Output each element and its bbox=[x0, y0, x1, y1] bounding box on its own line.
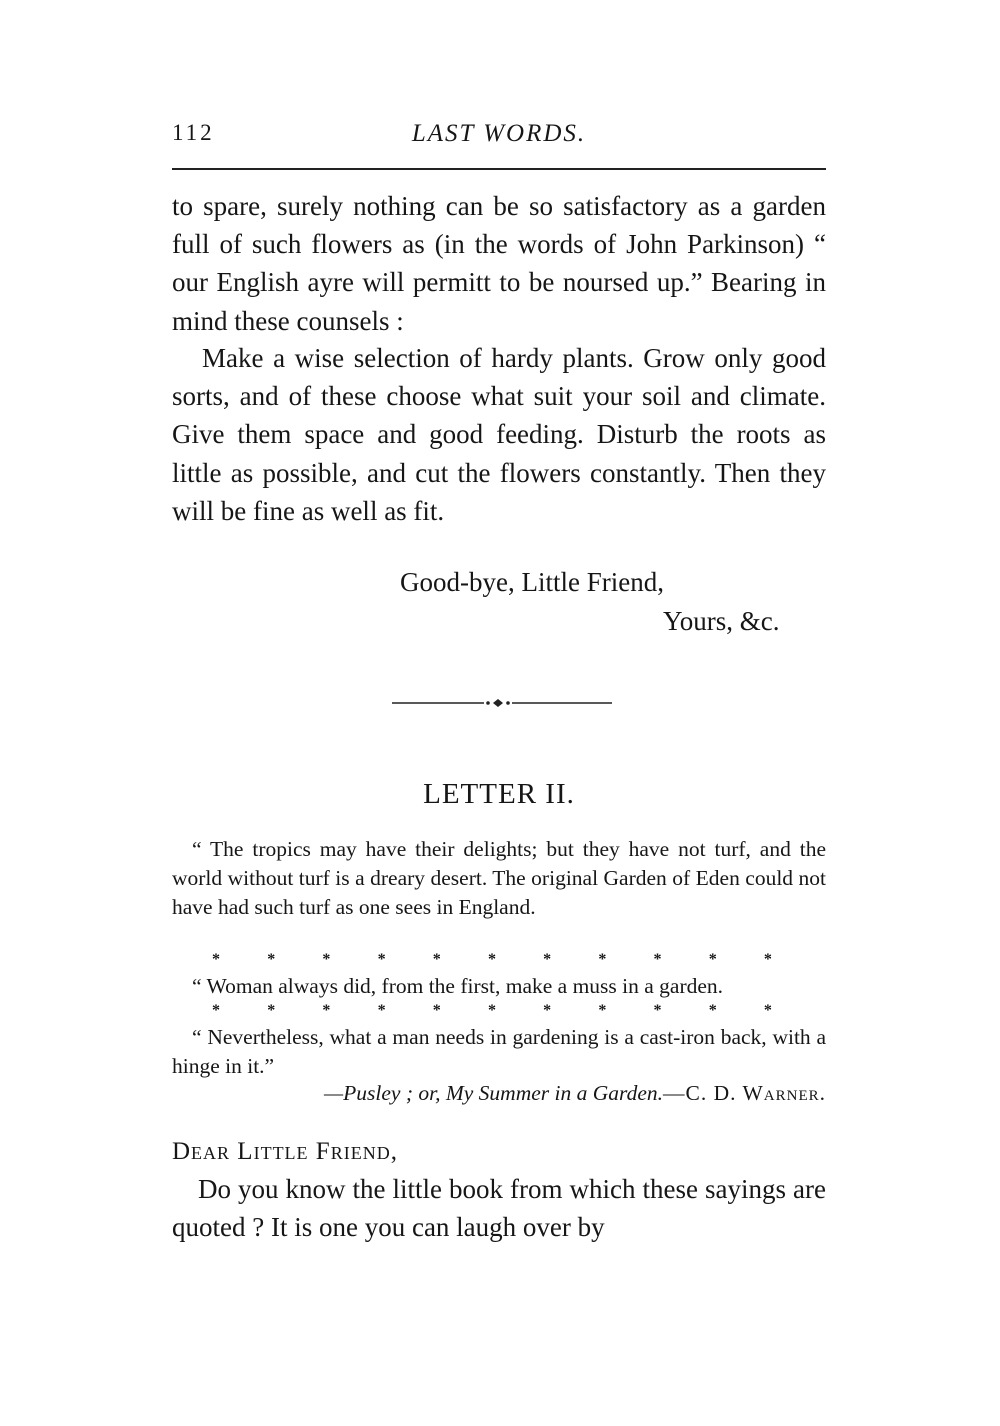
star: * bbox=[543, 951, 552, 968]
star: * bbox=[267, 1002, 276, 1019]
attribution-title: —Pusley ; or, My Summer in a Garden. bbox=[324, 1081, 664, 1105]
epigraph-quote-3: “ Nevertheless, what a man needs in gardening is a cast-iron back, with a hinge in it.” bbox=[172, 1025, 826, 1078]
star: * bbox=[487, 1002, 496, 1019]
page-number: 112 bbox=[172, 120, 215, 145]
star: * bbox=[598, 951, 607, 968]
star: * bbox=[432, 951, 441, 968]
signoff-farewell: Good-bye, Little Friend, bbox=[400, 567, 664, 597]
star: * bbox=[653, 1002, 662, 1019]
attribution-author: —C. D. Warner. bbox=[663, 1081, 826, 1105]
stars-separator-1 bbox=[212, 951, 772, 969]
running-head: LAST WORDS. bbox=[411, 120, 587, 147]
header-rule bbox=[172, 168, 826, 170]
star: * bbox=[322, 951, 331, 968]
star: * bbox=[598, 1002, 607, 1019]
paragraph-continued: to spare, surely nothing can be so satisfactory as a garden full of such flowers as (in the words of John Parkinson) “ our English ayre will permitt to be noursed up.” Bearing in mind these counsels : bbox=[172, 191, 826, 336]
star: * bbox=[377, 1002, 386, 1019]
star: * bbox=[432, 1002, 441, 1019]
star: * bbox=[708, 1002, 717, 1019]
signoff-closing: Yours, &c. bbox=[663, 606, 780, 636]
star: * bbox=[763, 951, 772, 968]
star: * bbox=[487, 951, 496, 968]
epigraph-quote-2: “ Woman always did, from the first, make a muss in a garden. bbox=[192, 974, 724, 998]
star: * bbox=[267, 951, 276, 968]
stars-separator-2 bbox=[212, 1002, 772, 1020]
ornament-divider bbox=[392, 696, 612, 710]
page-header bbox=[172, 120, 826, 154]
letter-heading: LETTER II. bbox=[423, 778, 575, 810]
star: * bbox=[653, 951, 662, 968]
star: * bbox=[763, 1002, 772, 1019]
epigraph-attribution bbox=[324, 1081, 826, 1106]
star: * bbox=[708, 951, 717, 968]
star: * bbox=[322, 1002, 331, 1019]
star: * bbox=[212, 951, 220, 968]
epigraph-quote-1: “ The tropics may have their delights; but they have not turf, and the world without turf is a dreary desert. The original Garden of Eden could not have had such turf as one sees in England. bbox=[172, 837, 826, 919]
salutation: Dear Little Friend, bbox=[172, 1138, 398, 1165]
star: * bbox=[377, 951, 386, 968]
paragraph-final: Do you know the little book from which these sayings are quoted ? It is one you can laugh over by bbox=[172, 1174, 826, 1243]
paragraph-advice: Make a wise selection of hardy plants. Grow only good sorts, and of these choose what suit your soil and climate. Give them space and good feeding. Disturb the roots as little as possible, and cut the flowers constantly. Then they will be fine as well as fit. bbox=[172, 343, 826, 526]
star: * bbox=[212, 1002, 220, 1019]
star: * bbox=[543, 1002, 552, 1019]
